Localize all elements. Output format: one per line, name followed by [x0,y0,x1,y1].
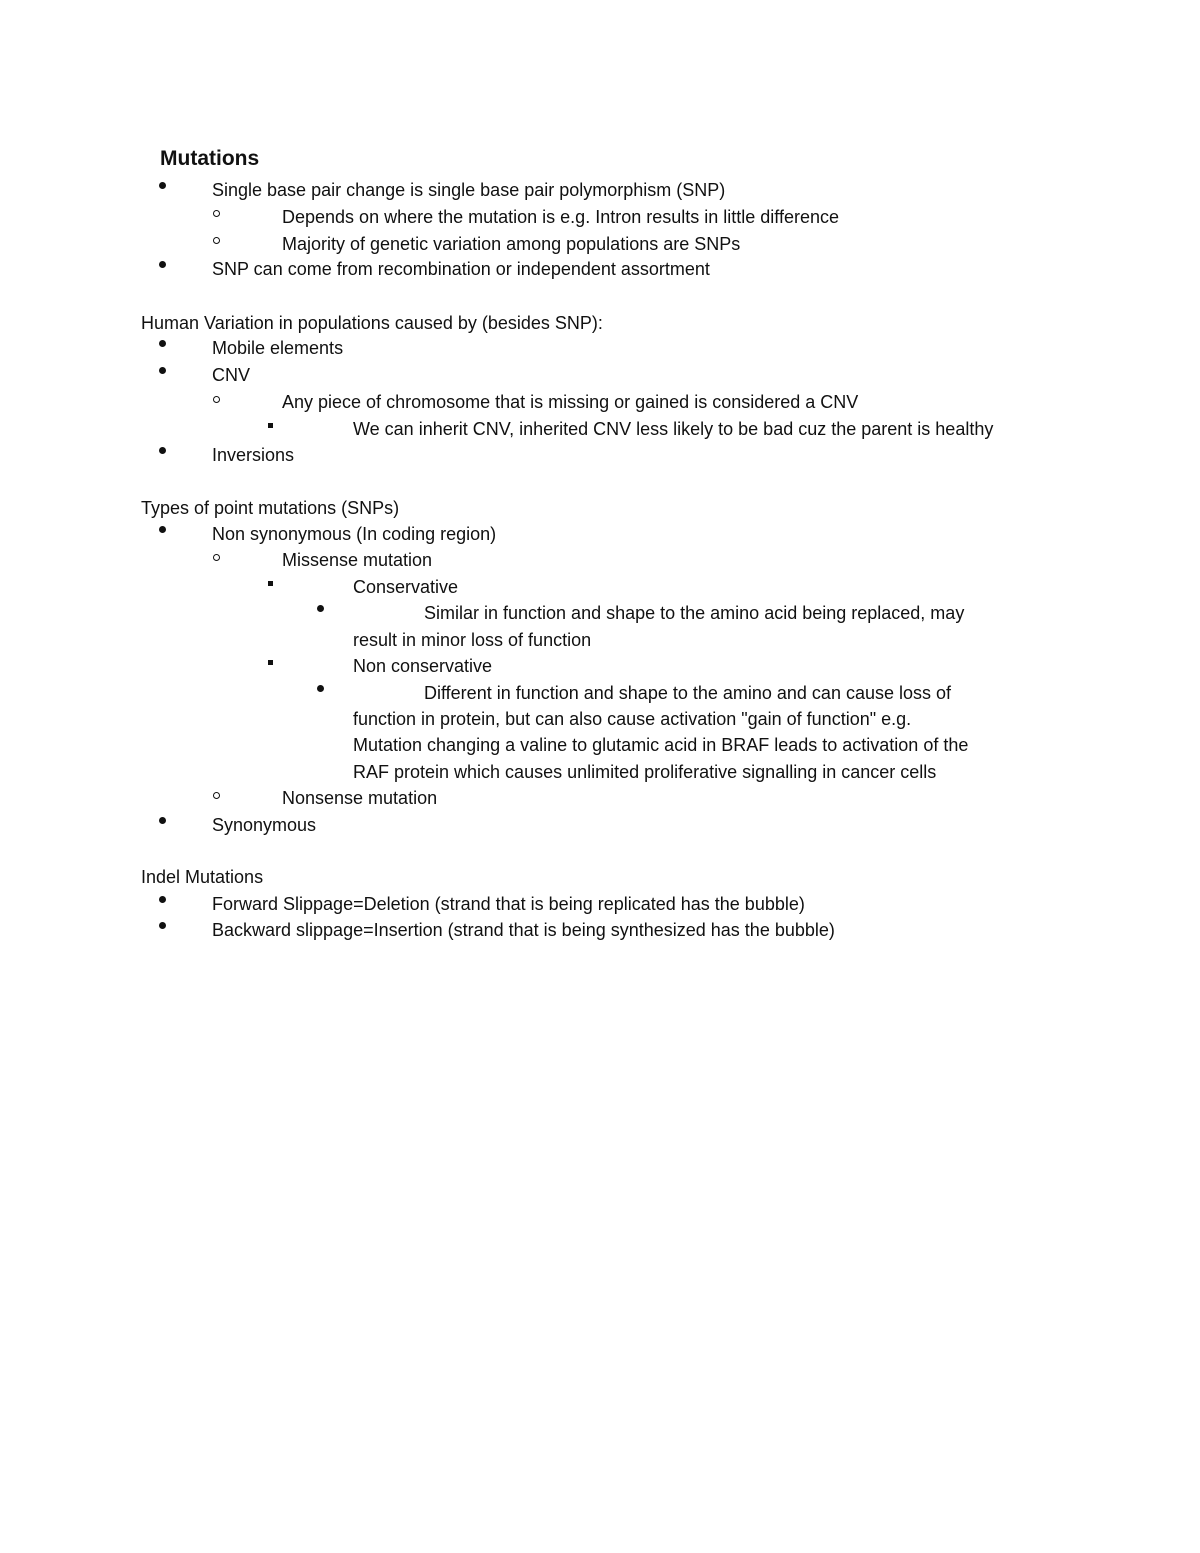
bullet-disc [159,367,166,374]
bullet-disc [159,182,166,189]
list-item: Non conservative [353,656,493,676]
list-item-continuation: RAF protein which causes unlimited proliferative signalling in cancer cells [353,762,937,782]
list-item: Single base pair change is single base pair polymorphism (SNP) [212,180,726,200]
list-item: Synonymous [212,815,317,835]
list-item: Similar in function and shape to the amino acid being replaced, may [424,603,965,623]
bullet-disc [159,340,166,347]
list-item: Inversions [212,445,295,465]
list-item-continuation: Mutation changing a valine to glutamic acid in BRAF leads to activation of the [353,735,969,755]
list-item: Forward Slippage=Deletion (strand that is being replicated has the bubble) [212,894,805,914]
list-item: SNP can come from recombination or independent assortment [212,259,710,279]
list-item: Backward slippage=Insertion (strand that is being synthesized has the bubble) [212,920,835,940]
list-item: Nonsense mutation [282,788,438,808]
list-item-continuation: result in minor loss of function [353,630,592,650]
bullet-disc [159,261,166,268]
bullet-square [268,660,273,665]
list-item: Any piece of chromosome that is missing or gained is considered a CNV [282,392,859,412]
bullet-disc [159,526,166,533]
bullet-disc [159,896,166,903]
bullet-square [268,581,273,586]
bullet-circle [213,792,220,799]
section-heading: Indel Mutations [141,867,264,887]
list-item: Mobile elements [212,338,344,358]
list-item: We can inherit CNV, inherited CNV less likely to be bad cuz the parent is healthy [353,419,994,439]
bullet-circle [213,554,220,561]
bullet-circle [213,396,220,403]
list-item: Missense mutation [282,550,433,570]
bullet-circle [213,237,220,244]
bullet-circle [213,210,220,217]
section-heading: Human Variation in populations caused by (besides SNP): [141,313,603,333]
list-item: Depends on where the mutation is e.g. Intron results in little difference [282,207,839,227]
list-item-continuation: function in protein, but can also cause activation "gain of function" e.g. [353,709,912,729]
bullet-square [268,423,273,428]
bullet-disc [159,922,166,929]
bullet-disc [317,605,324,612]
bullet-disc [317,685,324,692]
list-item: Majority of genetic variation among populations are SNPs [282,234,741,254]
list-item: CNV [212,365,251,385]
list-item: Non synonymous (In coding region) [212,524,497,544]
list-item: Different in function and shape to the amino and can cause loss of [424,683,952,703]
bullet-disc [159,817,166,824]
bullet-disc [159,447,166,454]
list-item: Conservative [353,577,459,597]
section-heading: Types of point mutations (SNPs) [141,498,400,518]
page-title: Mutations [160,147,260,170]
